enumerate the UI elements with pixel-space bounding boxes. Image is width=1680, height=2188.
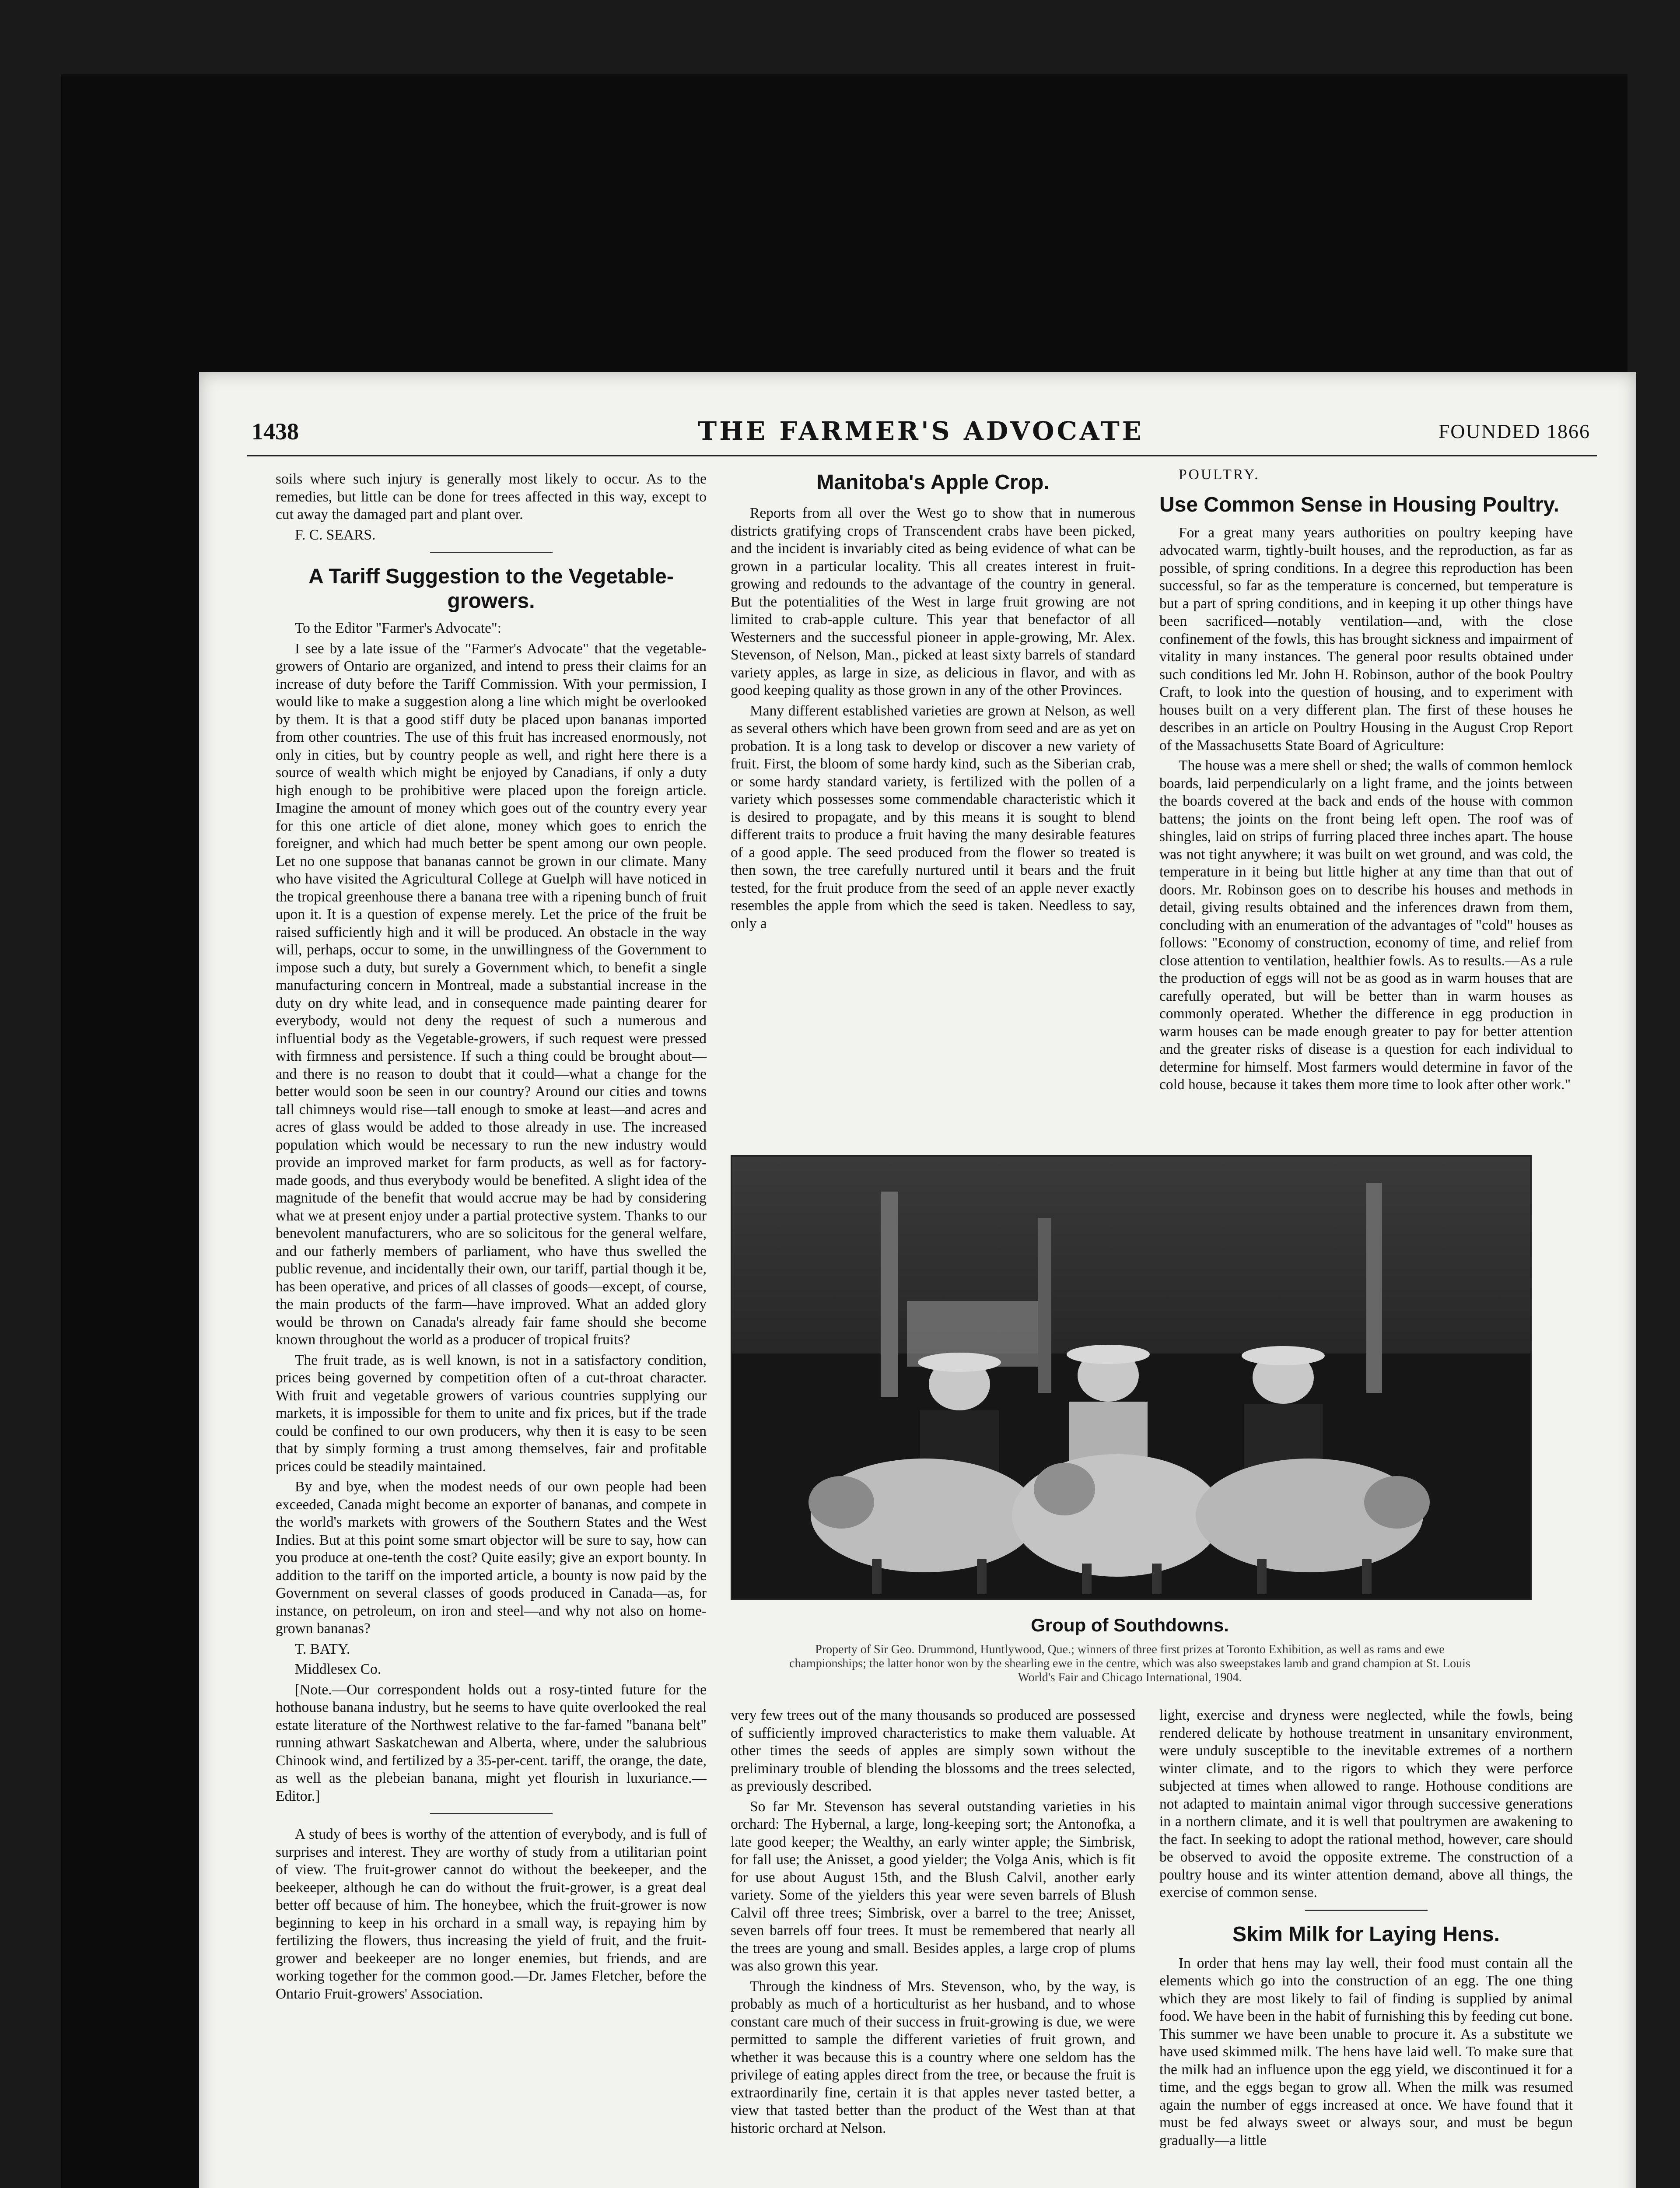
newspaper-page xyxy=(199,372,1636,2188)
caption-text: Property of Sir Geo. Drummond, Huntlywood, Que.; winners of three first prizes at Toronto Exhibition, as well as rams and ewe championships; the latter honor won by the shearling ewe in the centre, which was also sweepstakes lamb and grand champion at St. Louis World's Fair and Chicago International, 1904. xyxy=(789,1643,1470,1684)
caption-title: Group of Southdowns. xyxy=(1031,1615,1229,1635)
southdowns-photo xyxy=(731,1155,1532,1600)
intro-paragraph: soils where such injury is generally most likely to occur. As to the remedies, but little can be done for trees affected in this way, except to cut away the damaged part and plant over. xyxy=(276,471,707,522)
tariff-place: Middlesex Co. xyxy=(295,1661,382,1677)
divider xyxy=(430,552,553,553)
sheep-photo-illustration xyxy=(732,1157,1530,1599)
apple-paragraph-2: Many different established varieties are grown at Nelson, as well as several others which have been grown from seed and are as yet on probation. It is a long task to develop or discover a new variety of fruit. First, the bloom of some hardy kind, such as the Siberian crab, or some hardy standard variety, is fertilized with the pollen of a variety which possesses some commendable characteristic which it is desired to propagate, and by this means it is sought to blend different traits to produce a fruit having the many desirable features of a good apple. The seed produced from the flower so treated is then sown, the tree carefully nurtured until it bears and the fruit tested, for the fruit produce from the seed of an apple never exactly resembles the apple from which the seed is taken. Needless to say, only a xyxy=(731,702,1135,932)
apple-paragraph-3: very few trees out of the many thousands so produced are possessed of sufficiently improved characteristics to make them valuable. At other times the seeds of apples are simply sown without the preliminary trouble of blending the blossoms and the trees selected, as previously described. xyxy=(731,1707,1135,1794)
editor-note: [Note.—Our correspondent holds out a rosy-tinted future for the hothouse banana industry, but he seems to have quite overlooked the real estate literature of the Northwest relative to the far-famed "banana belt" running athwart Saskatchewan and Alberta, where, under the salubrious Chinook wind, and fertilized by a 35-per-cent. tariff, the orange, the date, as well as the plebeian banana, might yet flourish in luxuriance.—Editor.] xyxy=(276,1681,707,1804)
photo-caption xyxy=(731,1615,1529,1685)
milk-paragraph-1: In order that hens may lay well, their food must contain all the elements which go into the construction of an egg. The one thing which they are most likely to fail of finding is supplied by animal food. We have been in the habit of furnishing this by feeding cut bone. This summer we have been unable to procure it. As a substitute we have used skimmed milk. The hens have laid well. To make sure that the milk had an influence upon the egg yield, we discontinued it for a time, and the eggs began to grow all. When the milk was resumed again the number of eggs increased at once. We have found that it must be fed always sweet or always sour, and must be begun gradually—a little xyxy=(1159,1955,1573,2149)
divider xyxy=(430,1813,553,1814)
masthead: THE FARMER'S ADVOCATE xyxy=(698,416,1144,446)
column-1 xyxy=(276,470,707,2006)
founded-label: FOUNDED 1866 xyxy=(1438,420,1590,442)
article-title-apple-crop: Manitoba's Apple Crop. xyxy=(816,471,1050,494)
intro-signature: F. C. SEARS. xyxy=(295,526,376,543)
tariff-paragraph-2: The fruit trade, as is well known, is not in a satisfactory condition, prices being governed by competition often of a cut-throat character. With fruit and vegetable growers of various countries supplying our markets, it is impossible for them to unite and fix prices, but if the trade could be confined to our own producers, why then it is easy to be seen that by simply forming a trust among themselves, fair and profitable prices could be steadily maintained. xyxy=(276,1352,707,1475)
housing-paragraph-1: For a great many years authorities on poultry keeping have advocated warm, tightly-built houses, and the reproduction, as far as possible, of spring conditions. In a degree this reproduction has been successful, so far as the temperature is concerned, but temperature is but a part of spring conditions, and in keeping it up other things have been sacrificed—notably ventilation—and, with the close confinement of the fowls, this has brought sickness and impairment of vitality in many instances. The general poor results obtained under such conditions led Mr. John H. Robinson, author of the book Poultry Craft, to look into the question of housing, and to experiment with houses built on a very different plan. The first of these houses he describes in an article on Poultry Housing in the August Crop Report of the Massachusetts State Board of Agriculture: xyxy=(1159,524,1573,754)
article-title-housing: Use Common Sense in Housing Poultry. xyxy=(1159,493,1559,516)
column-2-lower xyxy=(731,1707,1135,2140)
housing-paragraph-2: The house was a mere shell or shed; the walls of common hemlock boards, laid perpendicularly on a light frame, and the joints between the boards covered at the back and ends of the house with common battens; the joints on the front being left open. The roof was of shingles, laid on strips of furring placed three inches apart. The house was not tight anywhere; it was built on wet ground, and was cold, the temperature in it being but little higher at any time than that out of doors. Mr. Robinson goes on to describe his houses and methods in detail, giving results obtained and the inferences drawn from them, concluding with an enumeration of the advantages of "cold" houses as follows: "Economy of construction, economy of time, and relief from close attention to ventilation, healthier fowls. As to results.—As a rule the production of eggs will not be as good as in warm houses that are carefully operated, but will be better than in warm houses as commonly operated. Whether the difference in egg production in warm houses can be made enough greater to pay for better attention and the greater risks of disease is a question for each individual to determine for himself. Most farmers would determine in favor of the cold house, because it takes them more time to look after other work." xyxy=(1159,757,1573,1093)
housing-paragraph-4: light, exercise and dryness were neglected, while the fowls, being rendered delicate by hothouse treatment in unsanitary environment, were unduly susceptible to the inevitable extremes of a northern winter climate, and to the rigors to which they were perforce subjected at times when allowed to range. Hothouse conditions are not adapted to maintain animal vigor through successive generations in a northern climate, and it is well that poultrymen are awakening to the fact. In seeking to adopt the rational method, however, care should be observed to avoid the opposite extreme. The construction of a poultry house and its winter attention demand, above all things, the exercise of common sense. xyxy=(1159,1707,1573,1900)
column-3-upper xyxy=(1159,466,1573,1097)
header-rule xyxy=(247,455,1597,456)
apple-paragraph-4: So far Mr. Stevenson has several outstanding varieties in his orchard: The Hybernal, a large, long-keeping sort; the Antonofka, a late good keeper; the Wealthy, an early winter apple; the Simbrisk, for fall use; the Anisset, a good yielder; the Volga Anis, which is fit for use about August 15th, and the Blush Calvil, another early variety. Some of the yielders this year were seven barrels of Blush Calvil off three trees; Simbrisk, over a barrel to the tree; Anisset, seven barrels off four trees. It must be remembered that nearly all the trees are young and small. Besides apples, a large crop of plums was also grown this year. xyxy=(731,1798,1135,1974)
column-2-upper xyxy=(731,470,1135,935)
page-header xyxy=(252,418,1590,453)
apple-paragraph-5: Through the kindness of Mrs. Stevenson, who, by the way, is probably as much of a horticulturist as her husband, and to whose constant care much of their success in fruit-growing is due, we were permitted to sample the different varieties of fruit grown, and whether it was because this is a country where one seldom has the privilege of eating apples direct from the tree, or because the fruit is extraordinarily fine, certain it is that apples never tasted better, a view that tasted better than the product of the West than at that historic orchard at Nelson. xyxy=(731,1978,1135,2136)
tariff-paragraph-1: I see by a late issue of the "Farmer's Advocate" that the vegetable-growers of Ontario are organized, and intend to press their claims for an increase of duty before the Tariff Commission. With your permission, I would like to make a suggestion along a line which might be overlooked by them. It is that a good stiff duty be placed upon bananas imported from other countries. The use of this fruit has increased enormously, not only in cities, but by country people as well, and right here there is a source of wealth which might be enjoyed by Canadians, if only a duty high enough to be prohibitive were placed upon the foreign article. Imagine the amount of money which goes out of the country every year for this one article of diet alone, money which goes to enrich the foreigner, and which had much better be spent among our own people. Let no one suppose that bananas cannot be grown in our climate. Many who have visited the Agricultural College at Guelph will have noticed in the tropical greenhouse there a banana tree with a ripening bunch of fruit upon it. It is a question of expense merely. Let the price of the fruit be raised sufficiently high and it will be produced. An obstacle in the way will, perhaps, occur to some, in the unwillingness of the Government to impose such a duty, but surely a Government which, to benefit a single manufacturing concern in Montreal, made a substantial increase in the duty on dry white lead, and in consequence made painting dearer for everybody, would not deny the request of such a numerous and influential body as the Vegetable-growers, if such request were pressed with firmness and persistence. If such a thing could be brought about—and there is no reason to doubt that it could—what a change for the better would soon be seen in our country? Around our cities and towns tall chimneys would rise—tall enough to smoke at least—and acres and acres of glass would be added to those already in use. The increased population which would be necessary to run the new industry would provide an improved market for farm products, as well as for factory-made goods, and thus everybody would be benefited. A slight idea of the magnitude of the benefit that would accrue may be had by considering what we at present enjoy under a partial protective system. Thanks to our benevolent manufacturers, who are so solicitous for the general welfare, and our fatherly members of parliament, who have thus swelled the public revenue, and incidentally their own, our tariff, partial though it be, has been operative, and prices of all classes of goods—except, of course, the main products of the farm—have improved. What an added glory would be thrown on Canada's already fair fame should she become known throughout the world as a producer of tropical fruits? xyxy=(276,640,707,1348)
divider xyxy=(1305,1910,1428,1911)
section-heading-poultry: POULTRY. xyxy=(1179,466,1260,483)
bees-paragraph: A study of bees is worthy of the attention of everybody, and is full of surprises and interest. They are worthy of study from a utilitarian point of view. The fruit-grower cannot do without the beekeeper, and the beekeeper, although he can do without the fruit-grower, is a great deal better off because of him. The honeybee, which the fruit-grower is now beginning to keep in his orchard in a small way, is repaying him by fertilizing the flowers, thus increasing the yield of fruit, and the fruit-grower and beekeeper are no longer enemies, but friends, and are working together for the common good.—Dr. James Fletcher, before the Ontario Fruit-growers' Association. xyxy=(276,1826,707,2002)
apple-paragraph-1: Reports from all over the West go to show that in numerous districts gratifying crops of Transcendent crabs have been picked, and the incident is invariably cited as being evidence of what can be grown in a particular locality. This all creates interest in fruit-growing and redounds to the advantage of the country in general. But the potentialities of the West in large fruit growing are not limited to crab-apple culture. This year that benefactor of all Westerners and the successful pioneer in apple-growing, Mr. Alex. Stevenson, of Nelson, Man., picked at least sixty barrels of standard variety apples, as large in size, as delicious in flavor, and with as good keeping quality as those grown in any of the other Provinces. xyxy=(731,505,1135,698)
tariff-signature: T. BATY. xyxy=(295,1641,350,1657)
article-title-skim-milk: Skim Milk for Laying Hens. xyxy=(1232,1922,1500,1946)
page-number: 1438 xyxy=(252,418,299,445)
tariff-paragraph-3: By and bye, when the modest needs of our own people had been exceeded, Canada might become an exporter of bananas, and compete in the world's markets with growers of the Southern States and the West Indies. But at this point some smart objector will be sure to say, how can you produce at one-tenth the cost? Quite easily; give an export bounty. In addition to the tariff on the imported article, a bounty is now paid by the Government on several classes of goods produced in Canada—as, for instance, on petroleum, on iron and steel—and why not also on home-grown bananas? xyxy=(276,1479,707,1637)
column-3-lower xyxy=(1159,1707,1573,2152)
salutation: To the Editor "Farmer's Advocate": xyxy=(295,620,502,636)
article-title-tariff: A Tariff Suggestion to the Vegetable-growers. xyxy=(308,565,674,613)
